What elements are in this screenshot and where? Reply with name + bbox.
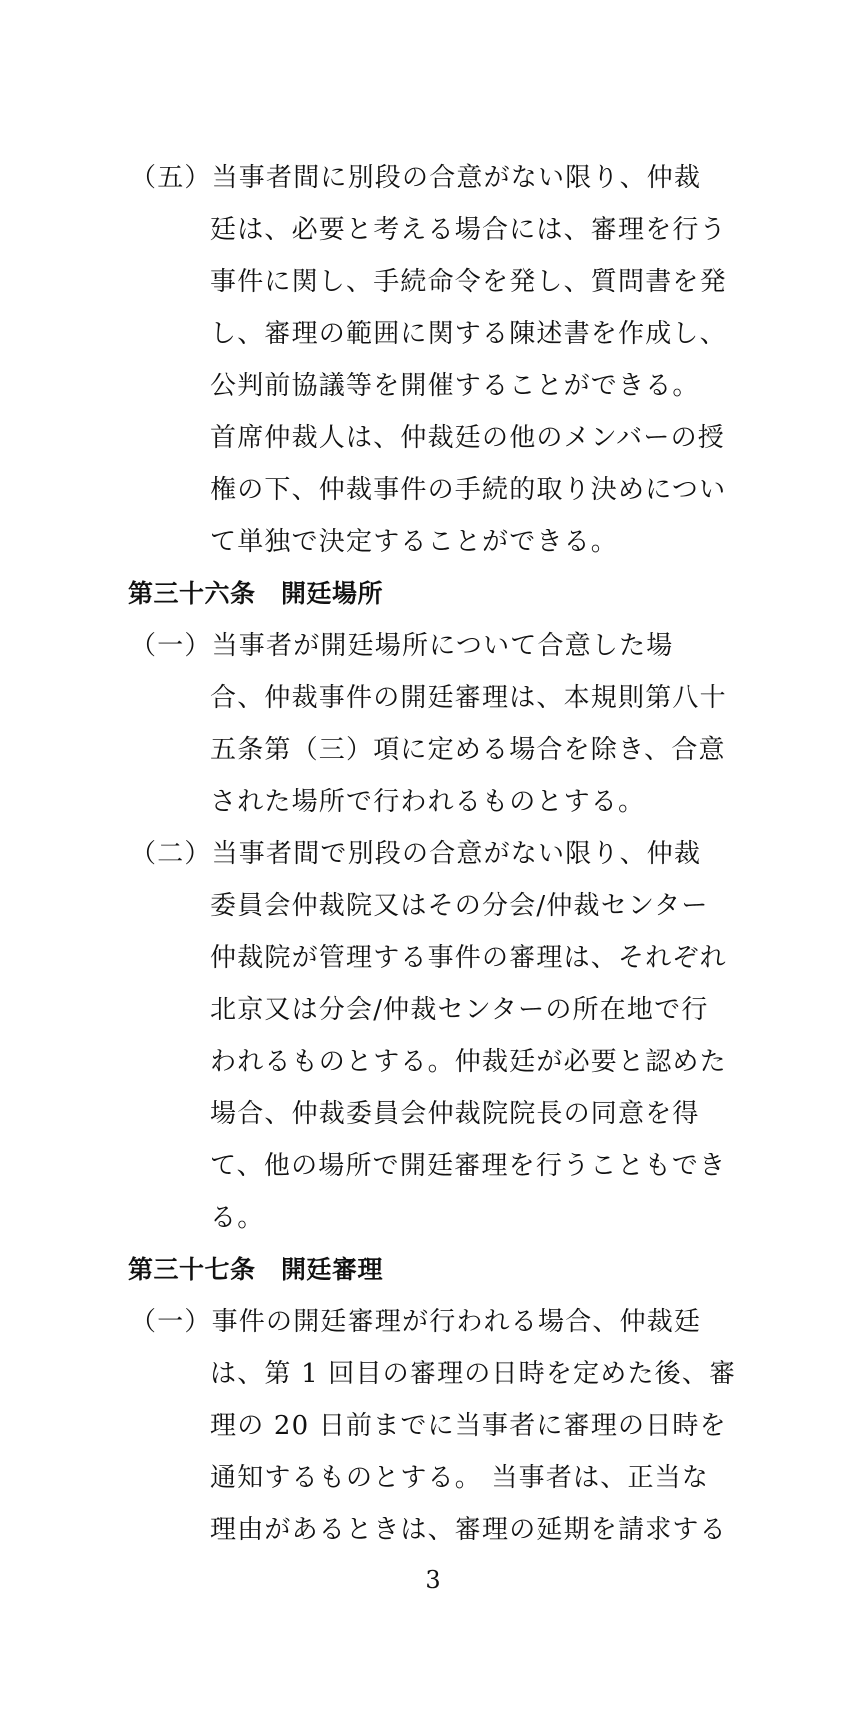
clause-item [130,1296,750,1556]
clause-line: し、審理の範囲に関する陳述書を作成し、 [210,319,727,349]
clause-line: 合、仲裁事件の開廷審理は、本規則第八十 [210,683,727,713]
clause-item [130,828,750,1244]
clause-line: は、第 1 回目の審理の日時を定めた後、審 [210,1359,737,1389]
clause-line: 事件に関し、手続命令を発し、質問書を発 [210,267,727,297]
clause-line: （一）事件の開廷審理が行われる場合、仲裁廷 [130,1307,702,1337]
clause-item [130,152,750,568]
clause-line: 北京又は分会/仲裁センターの所在地で行 [210,995,709,1025]
article-heading: 第三十七条 開廷審理 [128,1255,384,1284]
clause-line: われるものとする。仲裁廷が必要と認めた [210,1047,727,1077]
clause-line: 権の下、仲裁事件の手続的取り決めについ [210,475,727,505]
clause-line: 仲裁院が管理する事件の審理は、それぞれ [210,943,727,973]
clause-line: て単独で決定することができる。 [210,527,619,557]
clause-line: る。 [210,1203,265,1233]
clause-line: 公判前協議等を開催することができる。 [210,371,700,401]
clause-line: て、他の場所で開廷審理を行うこともでき [210,1151,727,1181]
clause-item [130,620,750,828]
clause-line: 理の 20 日前までに当事者に審理の日時を [210,1411,727,1441]
clause-line: 五条第（三）項に定める場合を除き、合意 [210,735,726,765]
clause-line: 首席仲裁人は、仲裁廷の他のメンバーの授 [210,423,725,453]
clause-line: （二）当事者間で別段の合意がない限り、仲裁 [130,839,702,869]
clause-line: 委員会仲裁院又はその分会/仲裁センター [210,891,709,921]
clause-line: 理由があるときは、審理の延期を請求する [210,1515,727,1545]
clause-line: された場所で行われるものとする。 [210,787,646,817]
clause-line: （五）当事者間に別段の合意がない限り、仲裁 [130,163,702,193]
document-body [130,152,750,1556]
clause-line: （一）当事者が開廷場所について合意した場 [130,631,674,661]
article-heading: 第三十六条 開廷場所 [128,579,384,608]
clause-line: 廷は、必要と考える場合には、審理を行う [210,215,727,245]
page-number: 3 [425,1566,441,1594]
clause-line: 通知するものとする。 当事者は、正当な [210,1463,710,1493]
clause-line: 場合、仲裁委員会仲裁院院長の同意を得 [210,1099,700,1129]
